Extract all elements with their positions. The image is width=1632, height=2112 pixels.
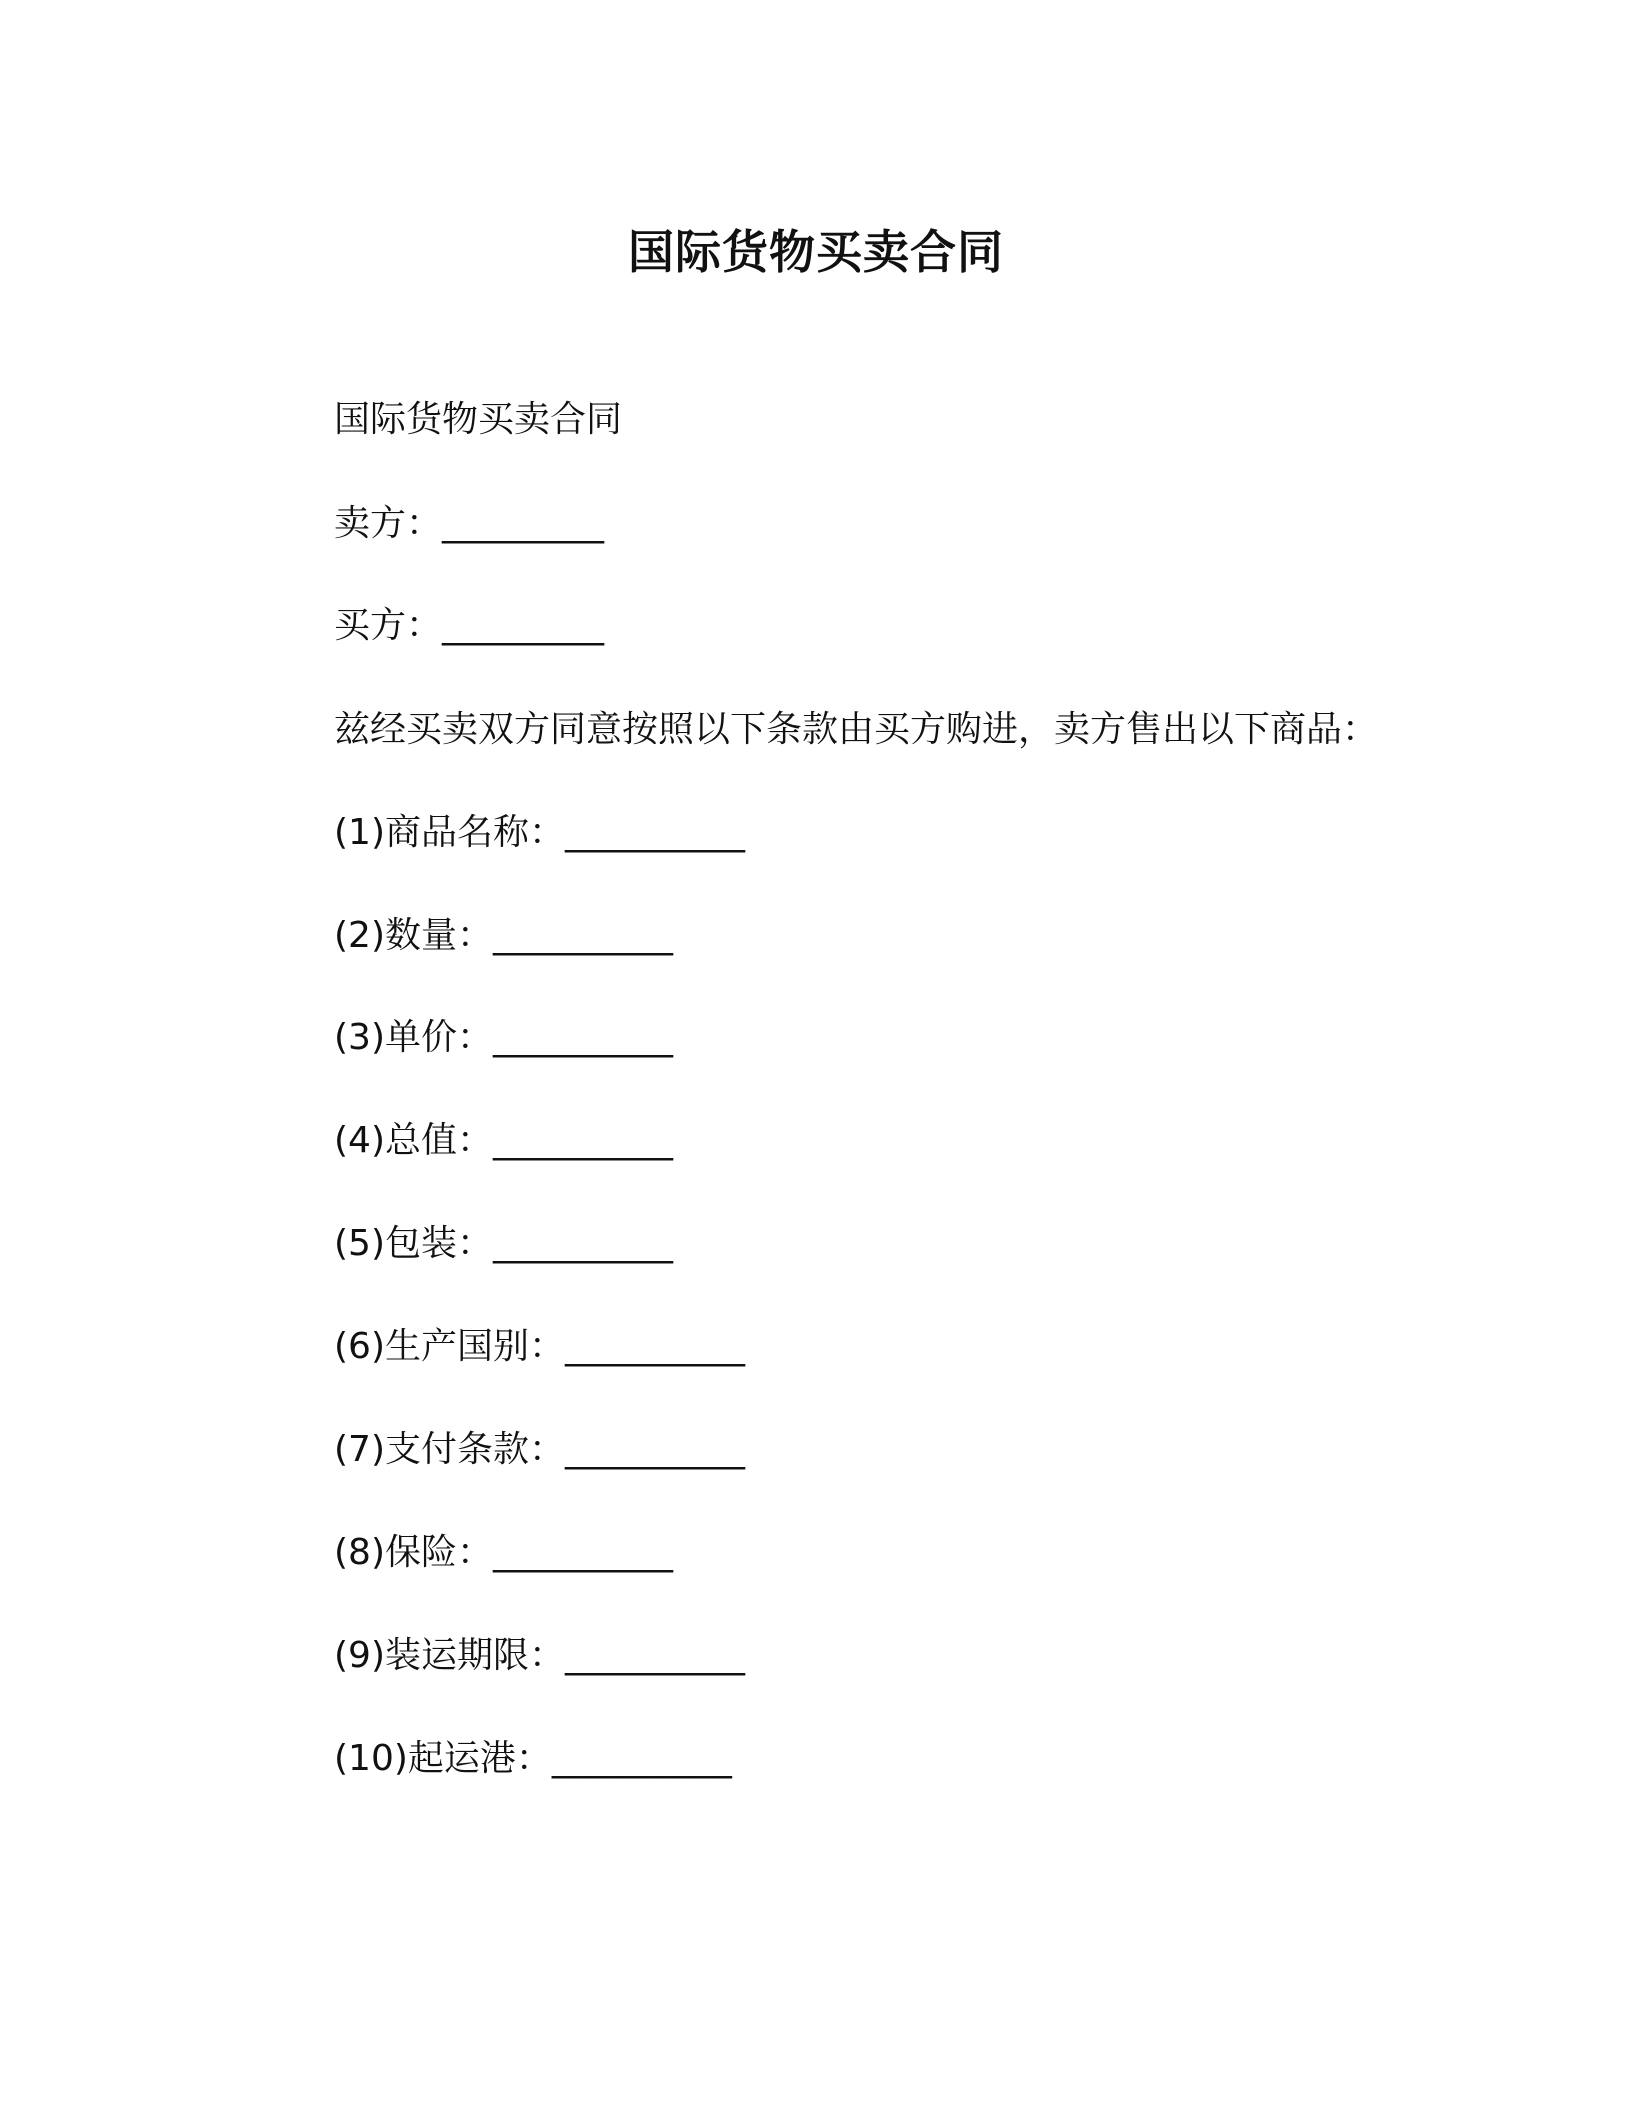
item-total-value: (4)总值：__________ (334, 1120, 673, 1161)
contract-heading: 国际货物买卖合同 (334, 399, 623, 440)
seller-field: 卖方：_________ (334, 503, 605, 544)
item-quantity: (2)数量：__________ (334, 915, 673, 956)
agreement-statement: 兹经买卖双方同意按照以下条款由买方购进，卖方售出以下商品： (334, 709, 1379, 750)
item-payment-terms: (7)支付条款：__________ (334, 1429, 745, 1470)
item-country-of-origin: (6)生产国别：__________ (334, 1326, 745, 1367)
buyer-field: 买方：_________ (334, 605, 605, 646)
item-packing: (5)包装：__________ (334, 1223, 673, 1264)
item-goods-name: (1)商品名称：__________ (334, 812, 745, 853)
item-shipment-period: (9)装运期限：__________ (334, 1635, 745, 1676)
item-port-of-loading: (10)起运港：__________ (334, 1738, 732, 1779)
item-insurance: (8)保险：__________ (334, 1532, 673, 1573)
document-title: 国际货物买卖合同 (628, 225, 1004, 279)
item-unit-price: (3)单价：__________ (334, 1017, 673, 1058)
